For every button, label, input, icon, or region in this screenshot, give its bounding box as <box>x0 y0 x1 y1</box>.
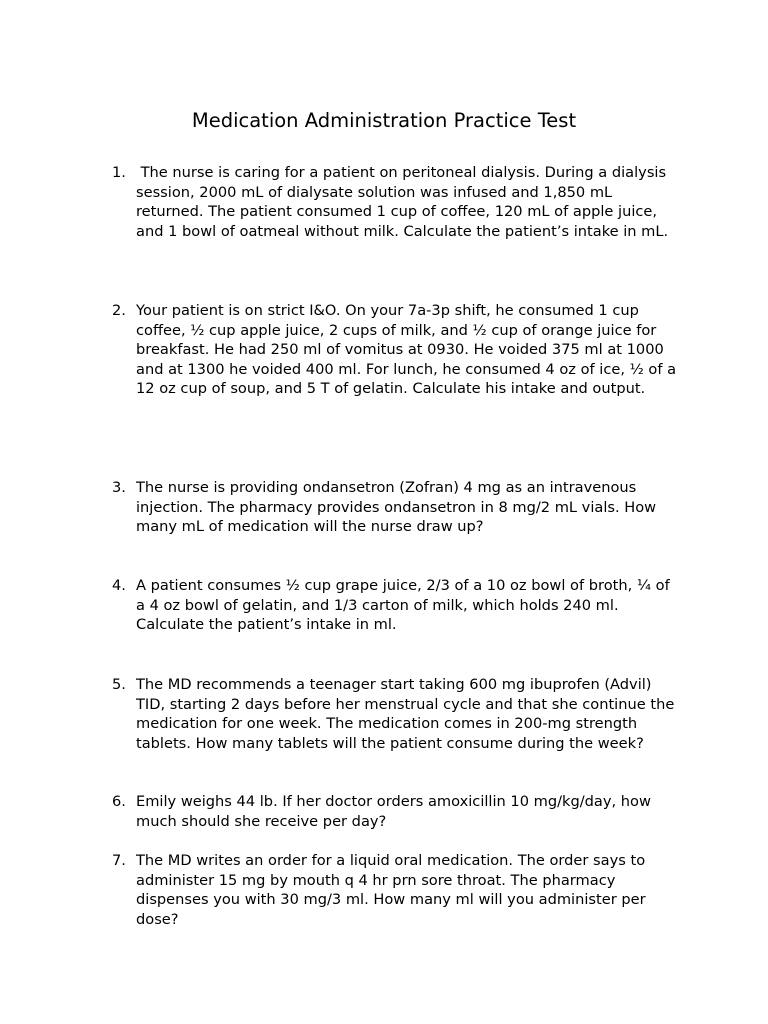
question-text: The nurse is providing ondansetron (Zofran) 4 mg as an intravenous injection. The pharmacy provides ondansetron in 8 mg/2 mL vials. How many mL of medication will the nurse draw up? <box>136 479 657 536</box>
question-number: 5. <box>112 676 126 693</box>
question-number: 3. <box>112 479 126 496</box>
question-3 <box>112 478 682 537</box>
question-text: Your patient is on strict I&O. On your 7a-3p shift, he consumed 1 cup coffee, ½ cup apple juice, 2 cups of milk, and ½ cup of orange juice for breakfast. He had 250 ml of vomitus at 0930. He voided 375 ml at 1000 and at 1300 he voided 400 ml. For lunch, he consumed 4 oz of ice, ½ of a 12 oz cup of soup, and 5 T of gelatin. Calculate his intake and output. <box>136 302 677 398</box>
question-1 <box>112 163 682 241</box>
question-6 <box>112 792 682 831</box>
question-number: 2. <box>112 302 126 319</box>
question-4 <box>112 576 682 635</box>
question-number: 6. <box>112 793 126 810</box>
question-5 <box>112 675 682 753</box>
question-number: 7. <box>112 852 126 869</box>
page-title: Medication Administration Practice Test <box>191 109 577 132</box>
question-text: Emily weighs 44 lb. If her doctor orders amoxicillin 10 mg/kg/day, how much should she receive per day? <box>136 793 651 830</box>
question-number: 4. <box>112 577 126 594</box>
question-2 <box>112 301 682 399</box>
question-text: The MD writes an order for a liquid oral medication. The order says to administer 15 mg by mouth q 4 hr prn sore throat. The pharmacy dispenses you with 30 mg/3 ml. How many ml will you administer per dose? <box>136 852 646 928</box>
question-7 <box>112 851 682 929</box>
question-text: A patient consumes ½ cup grape juice, 2/3 of a 10 oz bowl of broth, ¼ of a 4 oz bowl of gelatin, and 1/3 carton of milk, which holds 240 ml. Calculate the patient’s intake in ml. <box>136 577 670 634</box>
question-text: The MD recommends a teenager start taking 600 mg ibuprofen (Advil) TID, starting 2 days before her menstrual cycle and that she continue the medication for one week. The medication comes in 200-mg strength tablets. How many tablets will the patient consume during the week? <box>136 676 675 752</box>
question-number: 1. <box>112 164 126 181</box>
question-text: The nurse is caring for a patient on peritoneal dialysis. During a dialysis session, 2000 mL of dialysate solution was infused and 1,850 mL returned. The patient consumed 1 cup of coffee, 120 mL of apple juice, and 1 bowl of oatmeal without milk. Calculate the patient’s intake in mL. <box>136 164 671 240</box>
